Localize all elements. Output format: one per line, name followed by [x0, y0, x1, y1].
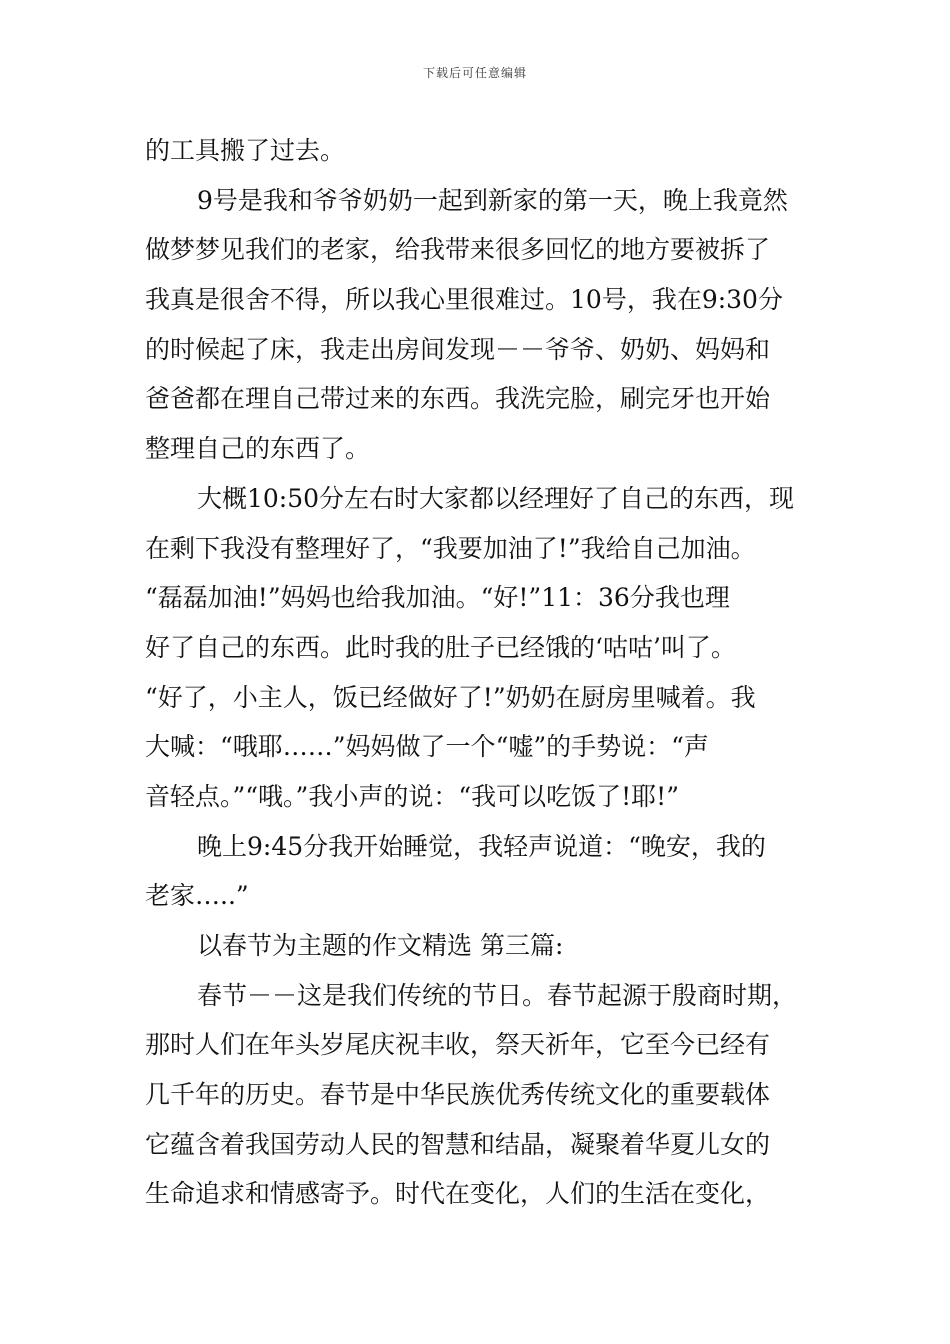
text-line: 音轻点。”“哦。”我小声的说：“我可以吃饭了!耶!”	[145, 781, 679, 811]
text-line: 爸爸都在理自己带过来的东西。我洗完脸，刷完牙也开始	[145, 384, 771, 414]
text-line: 我真是很舍不得，所以我心里很难过。10号，我在9:30分	[145, 285, 783, 315]
text-line: 的工具搬了过去。	[145, 136, 346, 165]
text-line: 春节－－这是我们传统的节日。春节起源于殷商时期，	[197, 980, 798, 1010]
text-line: 好了自己的东西。此时我的肚子已经饿的‘咕咕’叫了。	[145, 632, 736, 662]
text-line: “磊磊加油!”妈妈也给我加油。“好!”11：36分我也理	[145, 583, 730, 613]
text-line: 的时候起了床，我走出房间发现－－爷爷、奶奶、妈妈和	[145, 334, 771, 364]
text-line: 整理自己的东西了。	[145, 434, 371, 464]
text-line: 大喊：“哦耶……”妈妈做了一个“嘘”的手势说：“声	[145, 732, 709, 762]
text-line: 大概10:50分左右时大家都以经理好了自己的东西，现	[197, 483, 795, 513]
text-line: 老家…..”	[145, 881, 249, 911]
text-line: 在剩下我没有整理好了，“我要加油了!”我给自己加油。	[145, 533, 756, 563]
text-line: 它蕴含着我国劳动人民的智慧和结晶，凝聚着华夏儿女的	[145, 1129, 771, 1159]
text-line: 那时人们在年头岁尾庆祝丰收，祭天祈年，它至今已经有	[145, 1030, 771, 1060]
paragraph	[145, 822, 815, 921]
text-line: 以春节为主题的作文精选 第三篇:	[197, 931, 564, 960]
document-body	[145, 126, 815, 1219]
paragraph	[145, 176, 815, 474]
section-heading	[145, 921, 815, 971]
text-line: “好了，小主人，饭已经做好了!”奶奶在厨房里喊着。我	[145, 682, 756, 712]
text-line: 晚上9:45分我开始睡觉，我轻声说道：“晚安，我的	[197, 831, 766, 861]
page-header: 下载后可任意编辑	[422, 66, 527, 80]
text-line: 生命追求和情感寄予。时代在变化，人们的生活在变化，	[145, 1179, 771, 1209]
text-line: 9号是我和爷爷奶奶一起到新家的第一天，晚上我竟然	[197, 185, 788, 215]
text-line: 做梦梦见我们的老家，给我带来很多回忆的地方要被拆了	[145, 235, 771, 265]
paragraph	[145, 126, 815, 176]
paragraph	[145, 474, 815, 822]
paragraph	[145, 971, 815, 1219]
text-line: 几千年的历史。春节是中华民族优秀传统文化的重要载体	[145, 1080, 771, 1110]
